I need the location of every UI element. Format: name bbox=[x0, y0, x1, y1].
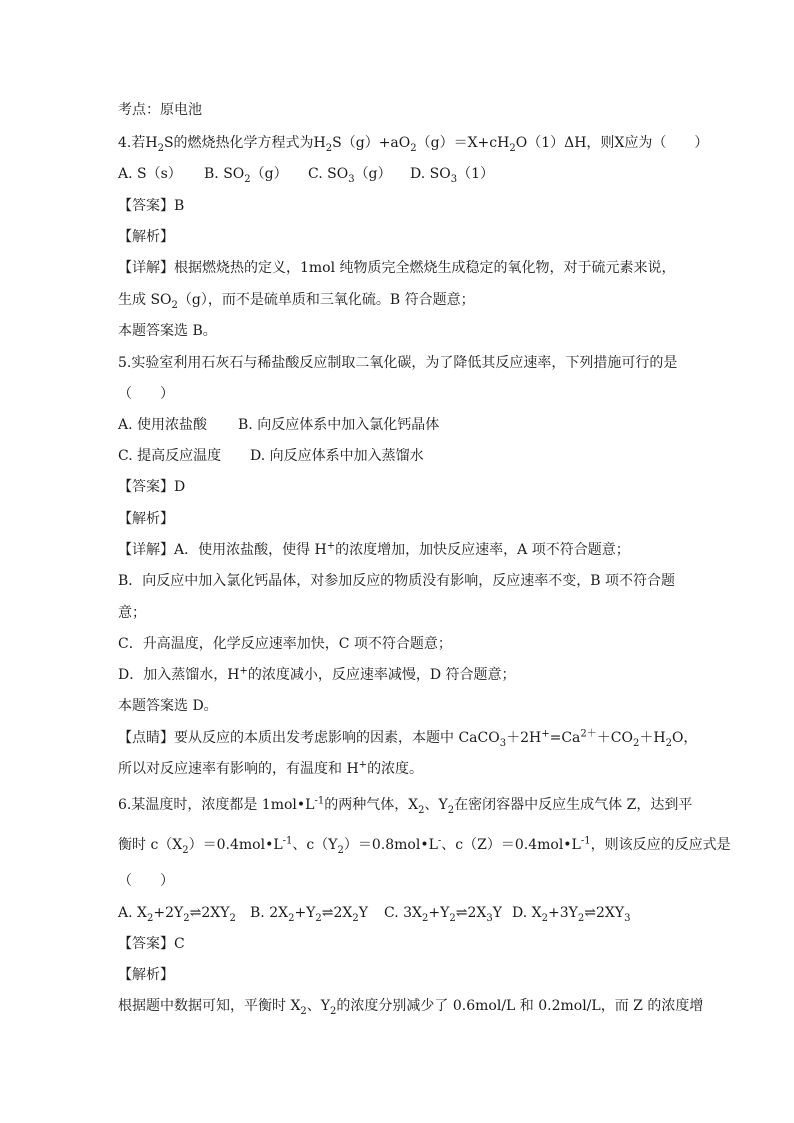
q4-detail-line-1: 【详解】根据燃烧热的定义，1mol 纯物质完全燃烧生成稳定的氧化物，对于硫元素来说， bbox=[118, 260, 676, 276]
q4-option-c: C. $SO_3(g)$ bbox=[308, 166, 392, 185]
q5-detail-b-line-2: 意； bbox=[118, 605, 146, 621]
q4-stem: 4.若$H_2S$的燃烧热化学方程式为$H_2S(g)+aO_2(g)=X+cH_2O(1)\Delta H$，则X应为（ ） bbox=[118, 135, 709, 154]
q5-dianjing-line-2: 所以对反应速率有影响的，有温度和 H+的浓度。 bbox=[118, 759, 424, 777]
q6-options bbox=[118, 903, 678, 923]
q6-stem-line-3: （ ） bbox=[118, 873, 174, 889]
q6-analysis-line-1: 根据题中数据可知，平衡时 $X_2$、$Y_2$的浓度分别减少了 0.6mol/L 和 0.2mol/L，而 Z 的浓度增 bbox=[118, 998, 704, 1017]
q6-option-b: B. $2X_2+Y_2\rightleftharpoons 2X_2Y$ bbox=[250, 905, 369, 924]
q5-option-b: B. 向反应体系中加入氯化钙晶体 bbox=[238, 417, 440, 433]
q5-dianjing-line-1: 【点睛】要从反应的本质出发考虑影响的因素，本题中 $CaCO_3+2H^+=Ca^{2+}+CO_2+H_2O$， bbox=[118, 728, 698, 749]
q4-option-b: B. $SO_2(g)$ bbox=[204, 166, 288, 185]
q5-option-d: D. 向反应体系中加入蒸馏水 bbox=[250, 448, 424, 464]
q4-option-a: A. S（s） bbox=[118, 166, 182, 182]
q4-conclusion: 本题答案选 B。 bbox=[118, 323, 217, 339]
q4-analysis-label: 【解析】 bbox=[118, 229, 174, 245]
q5-conclusion: 本题答案选 D。 bbox=[118, 698, 218, 714]
q5-option-c: C. 提高反应温度 bbox=[118, 448, 222, 464]
q6-stem-line-1: 6.某温度时，浓度都是 $1mol•L^{-1}$的两种气体，$X_2$、$Y_2$在密闭容器中反应生成气体 Z，达到平 bbox=[118, 795, 693, 816]
q4-option-d: D. $SO_3(1)$ bbox=[410, 166, 494, 185]
q4-detail-line-2: 生成 $SO_2(g)$，而不是硫单质和三氧化硫。B 符合题意； bbox=[118, 292, 475, 311]
q5-stem-line-1: 5.实验室利用石灰石与稀盐酸反应制取二氧化碳，为了降低其反应速率，下列措施可行的是 bbox=[118, 355, 678, 371]
q5-detail-c: C．升高温度，化学反应速率加快，C 项不符合题意； bbox=[118, 636, 452, 652]
q5-detail-d: D．加入蒸馏水，H+的浓度减小，反应速率减慢，D 符合题意； bbox=[118, 665, 516, 683]
q5-options-ab bbox=[118, 415, 678, 435]
q4-answer: 【答案】B bbox=[118, 198, 185, 214]
q6-option-d: D. $X_2+3Y_2\rightleftharpoons 2XY_3$ bbox=[512, 905, 631, 924]
q5-answer: 【答案】D bbox=[118, 479, 186, 495]
q5-detail-a: 【详解】A．使用浓盐酸，使得 H+的浓度增加，加快反应速率，A 项不符合题意； bbox=[118, 540, 630, 558]
q5-option-a: A. 使用浓盐酸 bbox=[118, 417, 208, 433]
q6-answer: 【答案】C bbox=[118, 936, 185, 952]
kaodian-line bbox=[118, 100, 678, 120]
q4-options bbox=[118, 164, 678, 184]
q6-option-a: A. $X_2+2Y_2\rightleftharpoons 2XY_2$ bbox=[118, 905, 236, 924]
q6-stem-line-2: 衡时 $c(X_2)=0.4mol•L^{-1}$、$c(Y_2)=0.8mol•L^-$、$c(Z)=0.4mol•L^{-1}$，则该反应的反应式是 bbox=[118, 835, 731, 856]
q6-option-c: C. $3X_2+Y_2\rightleftharpoons 2X_3Y$ bbox=[384, 905, 502, 924]
q5-detail-b-line-1: B．向反应中加入氯化钙晶体，对参加反应的物质没有影响，反应速率不变，B 项不符合题 bbox=[118, 573, 676, 589]
q5-stem-line-2: （ ） bbox=[118, 386, 174, 402]
q6-analysis-label: 【解析】 bbox=[118, 967, 174, 983]
q5-options-cd bbox=[118, 446, 678, 466]
kaodian-text: 考点：原电池 bbox=[118, 102, 202, 118]
q5-analysis-label: 【解析】 bbox=[118, 511, 174, 527]
